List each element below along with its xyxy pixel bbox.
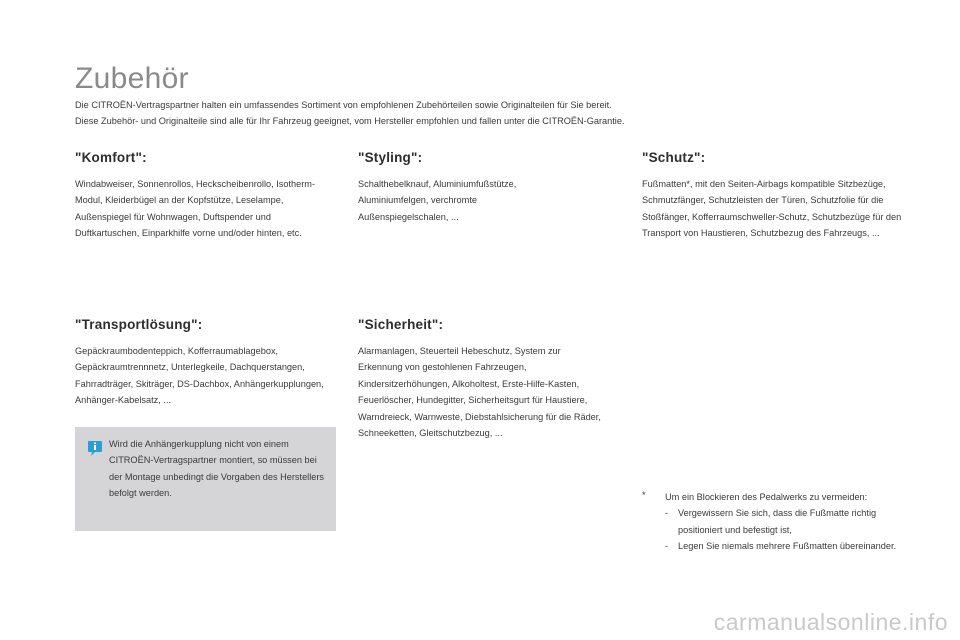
footnote-bullet-text: Vergewissern Sie sich, dass die Fußmatte richtig positioniert und befestigt ist, bbox=[678, 508, 877, 535]
section-heading-sicherheit: "Sicherheit": bbox=[358, 317, 444, 332]
footnote-bullet bbox=[665, 505, 922, 538]
section-transport bbox=[75, 317, 337, 409]
info-box bbox=[75, 427, 336, 531]
bullet-dash: - bbox=[665, 508, 669, 519]
footnote-text: Um ein Blockieren des Pedalwerks zu vermeiden: bbox=[665, 492, 868, 502]
section-text-styling: Schalthebelknauf, Aluminiumfußstütze, Aluminiumfelgen, verchromte Außenspiegelschalen, ... bbox=[358, 179, 517, 222]
footnote bbox=[642, 489, 922, 555]
info-icon bbox=[87, 440, 103, 457]
section-text-transport: Gepäckraumbodenteppich, Kofferraumablagebox, Gepäckraumtrennnetz, Unterlegkeile, Dachquerstangen, Fahrradträger, Skiträger, DS-Dachbox, Anhängerkupplungen, Anhänger-Kabelsatz, ... bbox=[75, 346, 324, 406]
section-styling bbox=[358, 150, 608, 225]
bullet-dash: - bbox=[665, 541, 669, 552]
section-heading-schutz: "Schutz": bbox=[642, 150, 706, 165]
section-komfort bbox=[75, 150, 337, 242]
intro-line-1: Die CITROËN-Vertragspartner halten ein umfassendes Sortiment von empfohlenen Zubehörteilen sowie Originalteilen für Sie bereit. bbox=[75, 100, 612, 110]
section-text-sicherheit: Alarmanlagen, Steuerteil Hebeschutz, System zur Erkennung von gestohlenen Fahrzeugen, Kindersitzerhöhungen, Alkoholtest, Erste-Hilfe-Kasten, Feuerlöscher, Hundegitter, Sicherheitsgurt für Haustiere, Warndreieck, Warnweste, Diebstahlsicherung für die Räder, Schneeketten, Gleitschutzbezug, ... bbox=[358, 346, 601, 439]
section-heading-komfort: "Komfort": bbox=[75, 150, 147, 165]
intro-line-2: Diese Zubehör- und Originalteile sind alle für Ihr Fahrzeug geeignet, vom Hersteller empfohlen und fallen unter die CITROËN-Garantie. bbox=[75, 115, 625, 126]
section-schutz bbox=[642, 150, 907, 242]
section-heading-styling: "Styling": bbox=[358, 150, 423, 165]
section-sicherheit bbox=[358, 317, 608, 441]
section-heading-transport: "Transportlösung": bbox=[75, 317, 203, 332]
footnote-bullet bbox=[665, 538, 922, 554]
footnote-marker: * bbox=[642, 490, 646, 500]
section-text-schutz: Fußmatten*, mit den Seiten-Airbags kompatible Sitzbezüge, Schmutzfänger, Schutzleisten der Türen, Schutzfolie für die Stoßfänger, Kofferraumschweller-Schutz, Schutzbezüge für den Transport von Haustieren, Schutzbezug des Fahrzeugs, ... bbox=[642, 179, 902, 239]
watermark: carmanualsonline.info bbox=[713, 609, 948, 635]
page-title: Zubehör bbox=[75, 62, 189, 95]
intro-text bbox=[75, 98, 935, 129]
info-text: Wird die Anhängerkupplung nicht von einem CITROËN-Vertragspartner montiert, so müssen bei der Montage unbedingt die Vorgaben des Herstellers befolgt werden. bbox=[109, 439, 325, 499]
section-text-komfort: Windabweiser, Sonnenrollos, Heckscheibenrollo, Isotherm-Modul, Kleiderbügel an der Kopfstütze, Leselampe, Außenspiegel für Wohnwagen, Duftspender und Duftkartuschen, Einparkhilfe vorne und/oder hinten, etc. bbox=[75, 179, 316, 239]
footnote-bullet-text: Legen Sie niemals mehrere Fußmatten übereinander. bbox=[678, 541, 897, 552]
